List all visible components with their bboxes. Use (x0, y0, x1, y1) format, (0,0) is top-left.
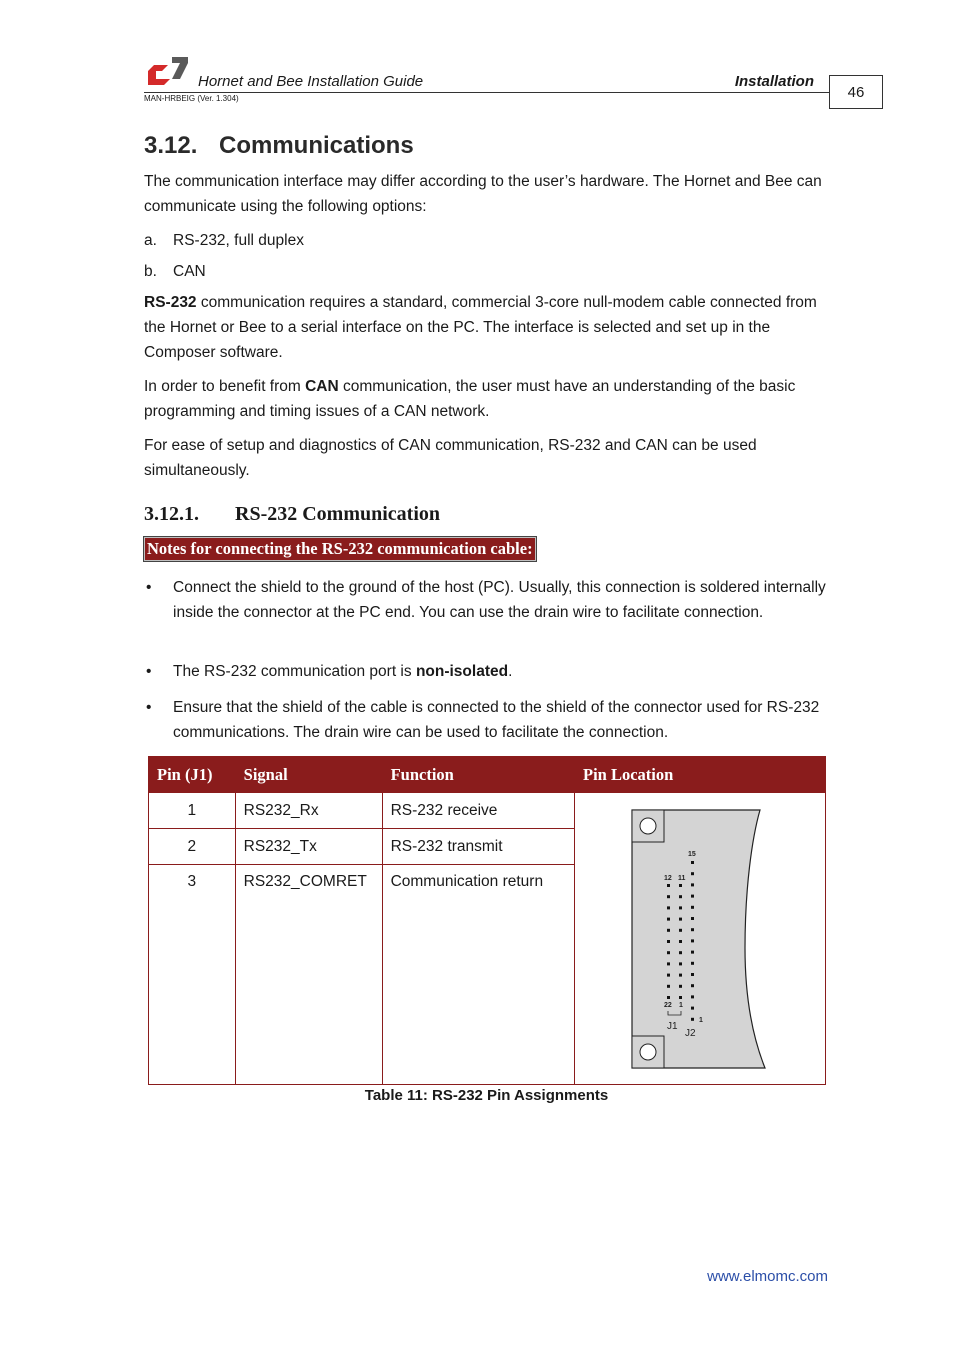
connector-pin (667, 895, 670, 898)
connector-pin (691, 906, 694, 909)
connector-pin (679, 918, 682, 921)
connector-pin (691, 861, 694, 864)
header-pin: Pin (J1) (149, 757, 236, 793)
pin-label-11: 11 (678, 875, 686, 882)
intro-paragraph: The communication interface may differ according to the user’s hardware. The Hornet and Bee can communicate using the following options: (144, 173, 822, 215)
option-marker: b. (144, 263, 157, 280)
connector-pin (691, 917, 694, 920)
cell-function: RS-232 transmit (382, 829, 574, 865)
connector-pin (691, 883, 694, 886)
pin-label-1-j2: 1 (699, 1017, 703, 1024)
can-bold: CAN (305, 378, 339, 395)
header-function: Function (382, 757, 574, 793)
connector-label-j2: J2 (685, 1028, 696, 1039)
connector-pin (691, 939, 694, 942)
simultaneous-paragraph: For ease of setup and diagnostics of CAN communication, RS-232 and CAN can be used simultaneously. (144, 437, 757, 479)
cell-function: Communication return (382, 865, 574, 1085)
bullet-text: Ensure that the shield of the cable is connected to the shield of the connector used for RS-232 communications. The drain wire can be used to facilitate the connection. (173, 699, 820, 741)
connector-pin (691, 995, 694, 998)
can-text-before: In order to benefit from (144, 378, 306, 395)
connector-pin (679, 985, 682, 988)
elmo-logo (148, 57, 190, 87)
cell-pin: 2 (149, 829, 236, 865)
connector-pin (691, 872, 694, 875)
pin-label-15: 15 (688, 851, 696, 858)
connector-pin (691, 928, 694, 931)
connector-pin-diagram (575, 798, 824, 1079)
notes-label: Notes for connecting the RS-232 communication cable: (144, 537, 536, 561)
section-number: 3.12. (144, 132, 198, 159)
cell-function: RS-232 receive (382, 793, 574, 829)
cell-pin: 1 (149, 793, 236, 829)
bullet-text-after: . (508, 663, 513, 680)
chapter-name: Installation (734, 73, 814, 90)
connector-pin (679, 962, 682, 965)
subsection-heading (144, 503, 440, 526)
connector-pin (679, 884, 682, 887)
connector-pin (679, 940, 682, 943)
connector-pin (667, 918, 670, 921)
connector-pin (691, 895, 694, 898)
header-rule (144, 92, 829, 93)
can-paragraph (144, 374, 834, 424)
pin-label-12: 12 (664, 875, 672, 882)
bullet-icon: • (146, 579, 152, 596)
bullet-icon: • (146, 699, 152, 716)
bullet-item (144, 575, 834, 625)
pin-label-22: 22 (664, 1002, 672, 1009)
connector-pin (691, 984, 694, 987)
connector-pin (667, 985, 670, 988)
option-item (144, 259, 834, 284)
table-row (149, 793, 826, 829)
connector-pin (679, 951, 682, 954)
subsection-number: 3.12.1. (144, 503, 199, 525)
connector-pin (679, 906, 682, 909)
website-link[interactable]: www.elmomc.com (707, 1268, 828, 1285)
bullet-text: Connect the shield to the ground of the host (PC). Usually, this connection is soldered internally inside the connector at the PC end. You can use the drain wire to facilitate connection. (173, 579, 826, 621)
bullet-text (173, 659, 834, 684)
option-item (144, 228, 834, 253)
connector-pin (667, 884, 670, 887)
cell-pin: 3 (149, 865, 236, 1085)
connector-pin (667, 906, 670, 909)
table-caption: Table 11: RS-232 Pin Assignments (364, 1087, 609, 1104)
pin-assignment-table (148, 756, 826, 1085)
pin-location-cell (575, 793, 826, 1085)
document-version: MAN-HRBEIG (Ver. 1.304) (144, 94, 239, 103)
mounting-hole-bottom-circle (640, 1044, 656, 1060)
connector-pin (679, 974, 682, 977)
bullet-icon: • (146, 663, 152, 680)
bullet-text-before: The RS-232 communication port is (173, 663, 416, 680)
connector-pin (667, 962, 670, 965)
connector-pin (691, 1007, 694, 1010)
connector-pin (679, 996, 682, 999)
connector-pin (667, 974, 670, 977)
bullet-item (144, 695, 834, 745)
cell-signal: RS232_Tx (235, 829, 382, 865)
connector-pin (667, 951, 670, 954)
connector-pin (667, 996, 670, 999)
mounting-hole-top-circle (640, 818, 656, 834)
connector-pin (667, 940, 670, 943)
option-text: RS-232, full duplex (173, 232, 304, 249)
connector-pin (679, 929, 682, 932)
connector-label-j1: J1 (667, 1021, 678, 1032)
section-title: Communications (219, 132, 414, 159)
page-number: 46 (829, 75, 883, 109)
cell-signal: RS232_COMRET (235, 865, 382, 1085)
connector-pin (691, 973, 694, 976)
option-marker: a. (144, 232, 157, 249)
connector-outline (632, 810, 765, 1068)
rs232-text: communication requires a standard, commercial 3-core null-modem cable connected from the Hornet or Bee to a serial interface on the PC. The interface is selected and set up in the Composer software. (144, 294, 817, 361)
connector-pin (691, 951, 694, 954)
pin-label-1-j1: 1 (679, 1002, 683, 1009)
header-pin-location: Pin Location (575, 757, 826, 793)
connector-pin (667, 929, 670, 932)
rs232-paragraph (144, 290, 834, 365)
table-header-row (149, 757, 826, 793)
option-text: CAN (173, 263, 206, 280)
bullet-item (144, 659, 834, 684)
section-heading (144, 132, 414, 160)
pin-array-j2 (691, 861, 694, 1021)
connector-pin (691, 962, 694, 965)
can-text-after: communication, the user must have an understanding of the basic programming and timing issues of a CAN network. (144, 378, 796, 420)
subsection-title: RS-232 Communication (235, 503, 441, 525)
cell-signal: RS232_Rx (235, 793, 382, 829)
header-signal: Signal (235, 757, 382, 793)
bullet-bold: non-isolated (415, 663, 509, 680)
document-title: Hornet and Bee Installation Guide (198, 73, 424, 90)
rs232-bold: RS-232 (144, 294, 197, 311)
connector-pin (691, 1018, 694, 1021)
connector-pin (679, 895, 682, 898)
